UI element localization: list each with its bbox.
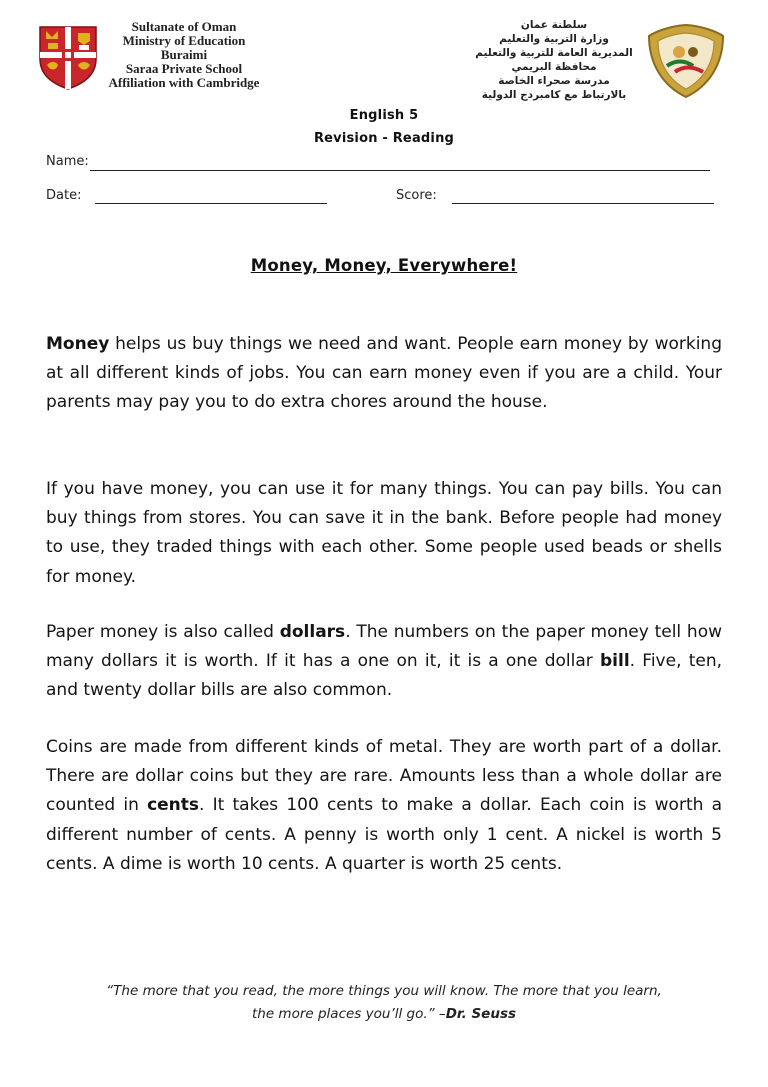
score-field[interactable]	[452, 203, 714, 204]
date-field[interactable]	[95, 203, 327, 204]
school-info-arabic	[470, 18, 638, 102]
paragraph-4-text-b: . It takes 100 cents to make a dollar. Each coin is worth a different number of cents. A penny is worth only 1 cent. A nickel is worth 5 cents. A dime is worth 10 cents. A quarter is worth 25 cents.	[46, 795, 722, 874]
paragraph-4-text-a: Coins are made from different kinds of metal. They are worth part of a dollar. There are dollar coins but they are rare. Amounts less than a whole dollar are counted in	[46, 737, 722, 816]
keyword-bill: bill	[600, 651, 630, 672]
paragraph-2-text: If you have money, you can use it for many things. You can pay bills. You can buy things from stores. You can save it in the bank. Before people had money to use, they traded things with each other. Some people used beads or shells for money.	[46, 479, 722, 587]
paragraph-3-text-c: . Five, ten, and twenty dollar bills are also common.	[46, 651, 722, 701]
score-label: Score:	[396, 188, 437, 203]
header-line-country: Sultanate of Oman	[131, 19, 237, 34]
school-info-english	[104, 20, 264, 90]
keyword-cents: cents	[147, 795, 200, 816]
paragraph-3-text-a: Paper money is also called	[46, 622, 280, 642]
header-ar-line-school: مدرسة صحراء الخاصة	[498, 75, 610, 87]
name-label: Name:	[46, 154, 89, 169]
header-line-region: Buraimi	[160, 47, 208, 62]
school-emblem-logo	[645, 22, 727, 100]
paragraph-3	[46, 618, 722, 706]
quote-line-1: “The more that you read, the more things you will know. The more that you learn,	[106, 983, 662, 999]
quote-line-2-text: the more places you’ll go.” –	[251, 1006, 446, 1022]
keyword-dollars: dollars	[279, 622, 346, 642]
header-line-school: Saraa Private School	[125, 61, 243, 76]
name-field[interactable]	[90, 170, 710, 171]
footer-quote	[40, 980, 728, 1026]
quote-author: Dr. Seuss	[445, 1006, 517, 1022]
header-ar-line-ministry: وزارة التربية والتعليم	[499, 33, 609, 45]
header-line-affiliation: Affiliation with Cambridge	[108, 75, 260, 90]
header-ar-line-governorate: محافظة البريمي	[511, 61, 597, 73]
header-ar-line-affiliation: بالارتباط مع كامبردج الدولية	[481, 89, 627, 101]
keyword-money: Money	[46, 334, 110, 354]
course-subject: English 5	[349, 108, 419, 123]
paragraph-1	[46, 330, 722, 418]
paragraph-2	[46, 475, 722, 592]
paragraph-3-text-b: . The numbers on the paper money tell how many dollars it is worth. If it has a one on it, it is a one dollar	[46, 622, 723, 672]
paragraph-1-text: helps us buy things we need and want. People earn money by working at all different kinds of jobs. You can earn money even if you are a child. Your parents may pay you to do extra chores around the house.	[46, 334, 722, 413]
cambridge-crest-logo	[38, 25, 98, 91]
quote-line-2	[40, 1003, 728, 1026]
header-ar-line-directorate: المديرية العامة للتربية والتعليم	[475, 47, 633, 59]
header-ar-line-country: سلطنة عمان	[520, 19, 588, 31]
paragraph-4	[46, 733, 722, 879]
header-line-ministry: Ministry of Education	[122, 33, 246, 48]
passage-title: Money, Money, Everywhere!	[250, 256, 518, 275]
date-label: Date:	[46, 188, 82, 203]
course-unit: Revision - Reading	[313, 131, 455, 146]
